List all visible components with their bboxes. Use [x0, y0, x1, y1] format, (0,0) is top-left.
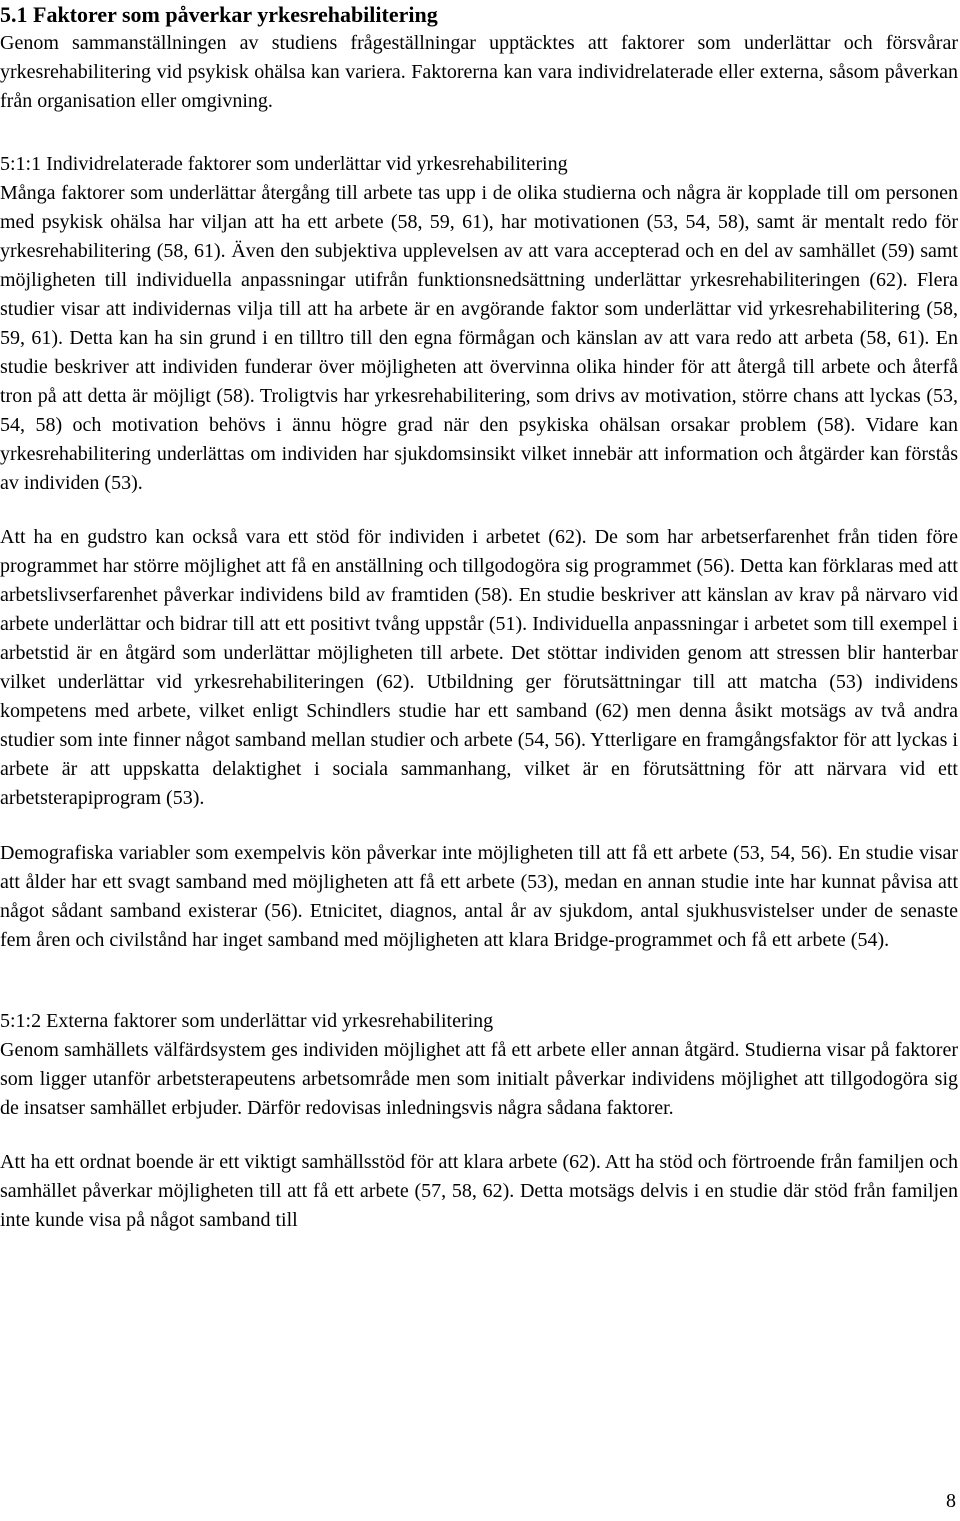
- section-title: 5.1 Faktorer som påverkar yrkesrehabilitering: [0, 2, 438, 27]
- spacer: [0, 116, 958, 150]
- spacer: [0, 1123, 958, 1148]
- body-paragraph: Demografiska variabler som exempelvis kön påverkar inte möjligheten till att få ett arbete (53, 54, 56). En studie visar att ålder har ett svagt samband med möjligheten att få ett arbete (53), medan en annan studie inte har kunnat påvisa att något sådant samband existerar (56). Etnicitet, diagnos, antal år av sjukdom, antal sjukhusvistelser under de senaste fem åren och civilstånd har inget samband med möjligheten att klara Bridge-programmet och få ett arbete (54).: [0, 842, 958, 951]
- spacer: [0, 498, 958, 523]
- page-number: 8: [946, 1490, 956, 1512]
- body-paragraph: Att ha en gudstro kan också vara ett stöd för individen i arbetet (62). De som har arbetserfarenhet från tiden före programmet har större möjlighet att få en anställning och tillgodogöra sig programmet (56). Detta kan förklaras med att arbetslivserfarenhet påverkar individens bild av framtiden (58). En studie beskriver att känslan av krav på närvaro vid arbete underlättar och bidrar till att ett positivt tvång uppstår (51). Individuella anpassningar i arbetet som till exempel i arbetstid är en åtgärd som underlättar möjligheten till arbete. Det stöttar individen genom att stressen blir hanterbar vilket underlättar vid yrkesrehabiliteringen (62). Utbildning ger förutsättningar till att matcha (53) individens kompetens med arbete, vilket enligt Schindlers studie har ett samband (62) men denna åsikt motsägs av två andra studier som inte finner något samband mellan studier och arbete (54, 56). Ytterligare en framgångsfaktor för att lyckas i arbete är att uppskatta delaktighet i sociala sammanhang, vilket är en förutsättning för att närvara vid ett arbetsterapiprogram (53).: [0, 526, 958, 809]
- spacer: [0, 955, 958, 1007]
- subsection-heading-individual: 5:1:1 Individrelaterade faktorer som underlättar vid yrkesrehabilitering: [0, 153, 568, 175]
- body-paragraph: Många faktorer som underlättar återgång till arbete tas upp i de olika studierna och några är kopplade till om personen med psykisk ohälsa har viljan att ha ett arbete (58, 59, 61), har motivationen (53, 54, 58), samt är mentalt redo för yrkesrehabilitering (58, 61). Även den subjektiva upplevelsen av att vara accepterad och en del av samhället (59) samt möjligheten till individuella anpassningar utifrån funktionsnedsättning underlättar yrkesrehabiliteringen (62). Flera studier visar att individernas vilja till att ha arbete är en avgörande faktor som underlättar vid yrkesrehabilitering (58, 59, 61). Detta kan ha sin grund i en tilltro till den egna förmågan och känslan av att vara redo att arbeta (58, 61). En studie beskriver att individen funderar över möjligheten att övervinna olika hinder för att återgå till arbete och återfå tron på att detta är möjligt (58). Troligtvis har yrkesrehabilitering, som drivs av motivation, större chans att lyckas (53, 54, 58) och motivation behövs i ännu högre grad när den psykiska ohälsan orsakar problem (58). Vidare kan yrkesrehabilitering underlättas om individen har sjukdomsinsikt vilket innebär att information och åtgärder kan förstås av individen (53).: [0, 182, 958, 494]
- section-intro-paragraph: Genom sammanställningen av studiens frågeställningar upptäcktes att faktorer som underlättar och försvårar yrkesrehabilitering vid psykisk ohälsa kan variera. Faktorerna kan vara individrelaterade eller externa, såsom påverkan från organisation eller omgivning.: [0, 32, 958, 112]
- spacer: [0, 813, 958, 839]
- body-paragraph: Genom samhällets välfärdsystem ges individen möjlighet att få ett arbete eller annan åtgärd. Studierna visar på faktorer som ligger utanför arbetsterapeutens arbetsområde men som initialt påverkar individens möjlighet att tillgodogöra sig de insatser samhället erbjuder. Därför redovisas inledningsvis några sådana faktorer.: [0, 1039, 958, 1119]
- subsection-heading-external: 5:1:2 Externa faktorer som underlättar vid yrkesrehabilitering: [0, 1010, 494, 1032]
- body-paragraph: Att ha ett ordnat boende är ett viktigt samhällsstöd för att klara arbete (62). Att ha stöd och förtroende från familjen och samhället påverkar möjligheten till att få ett arbete (57, 58, 62). Detta motsägs delvis i en studie där stöd från familjen inte kunde visa på något samband till: [0, 1151, 958, 1231]
